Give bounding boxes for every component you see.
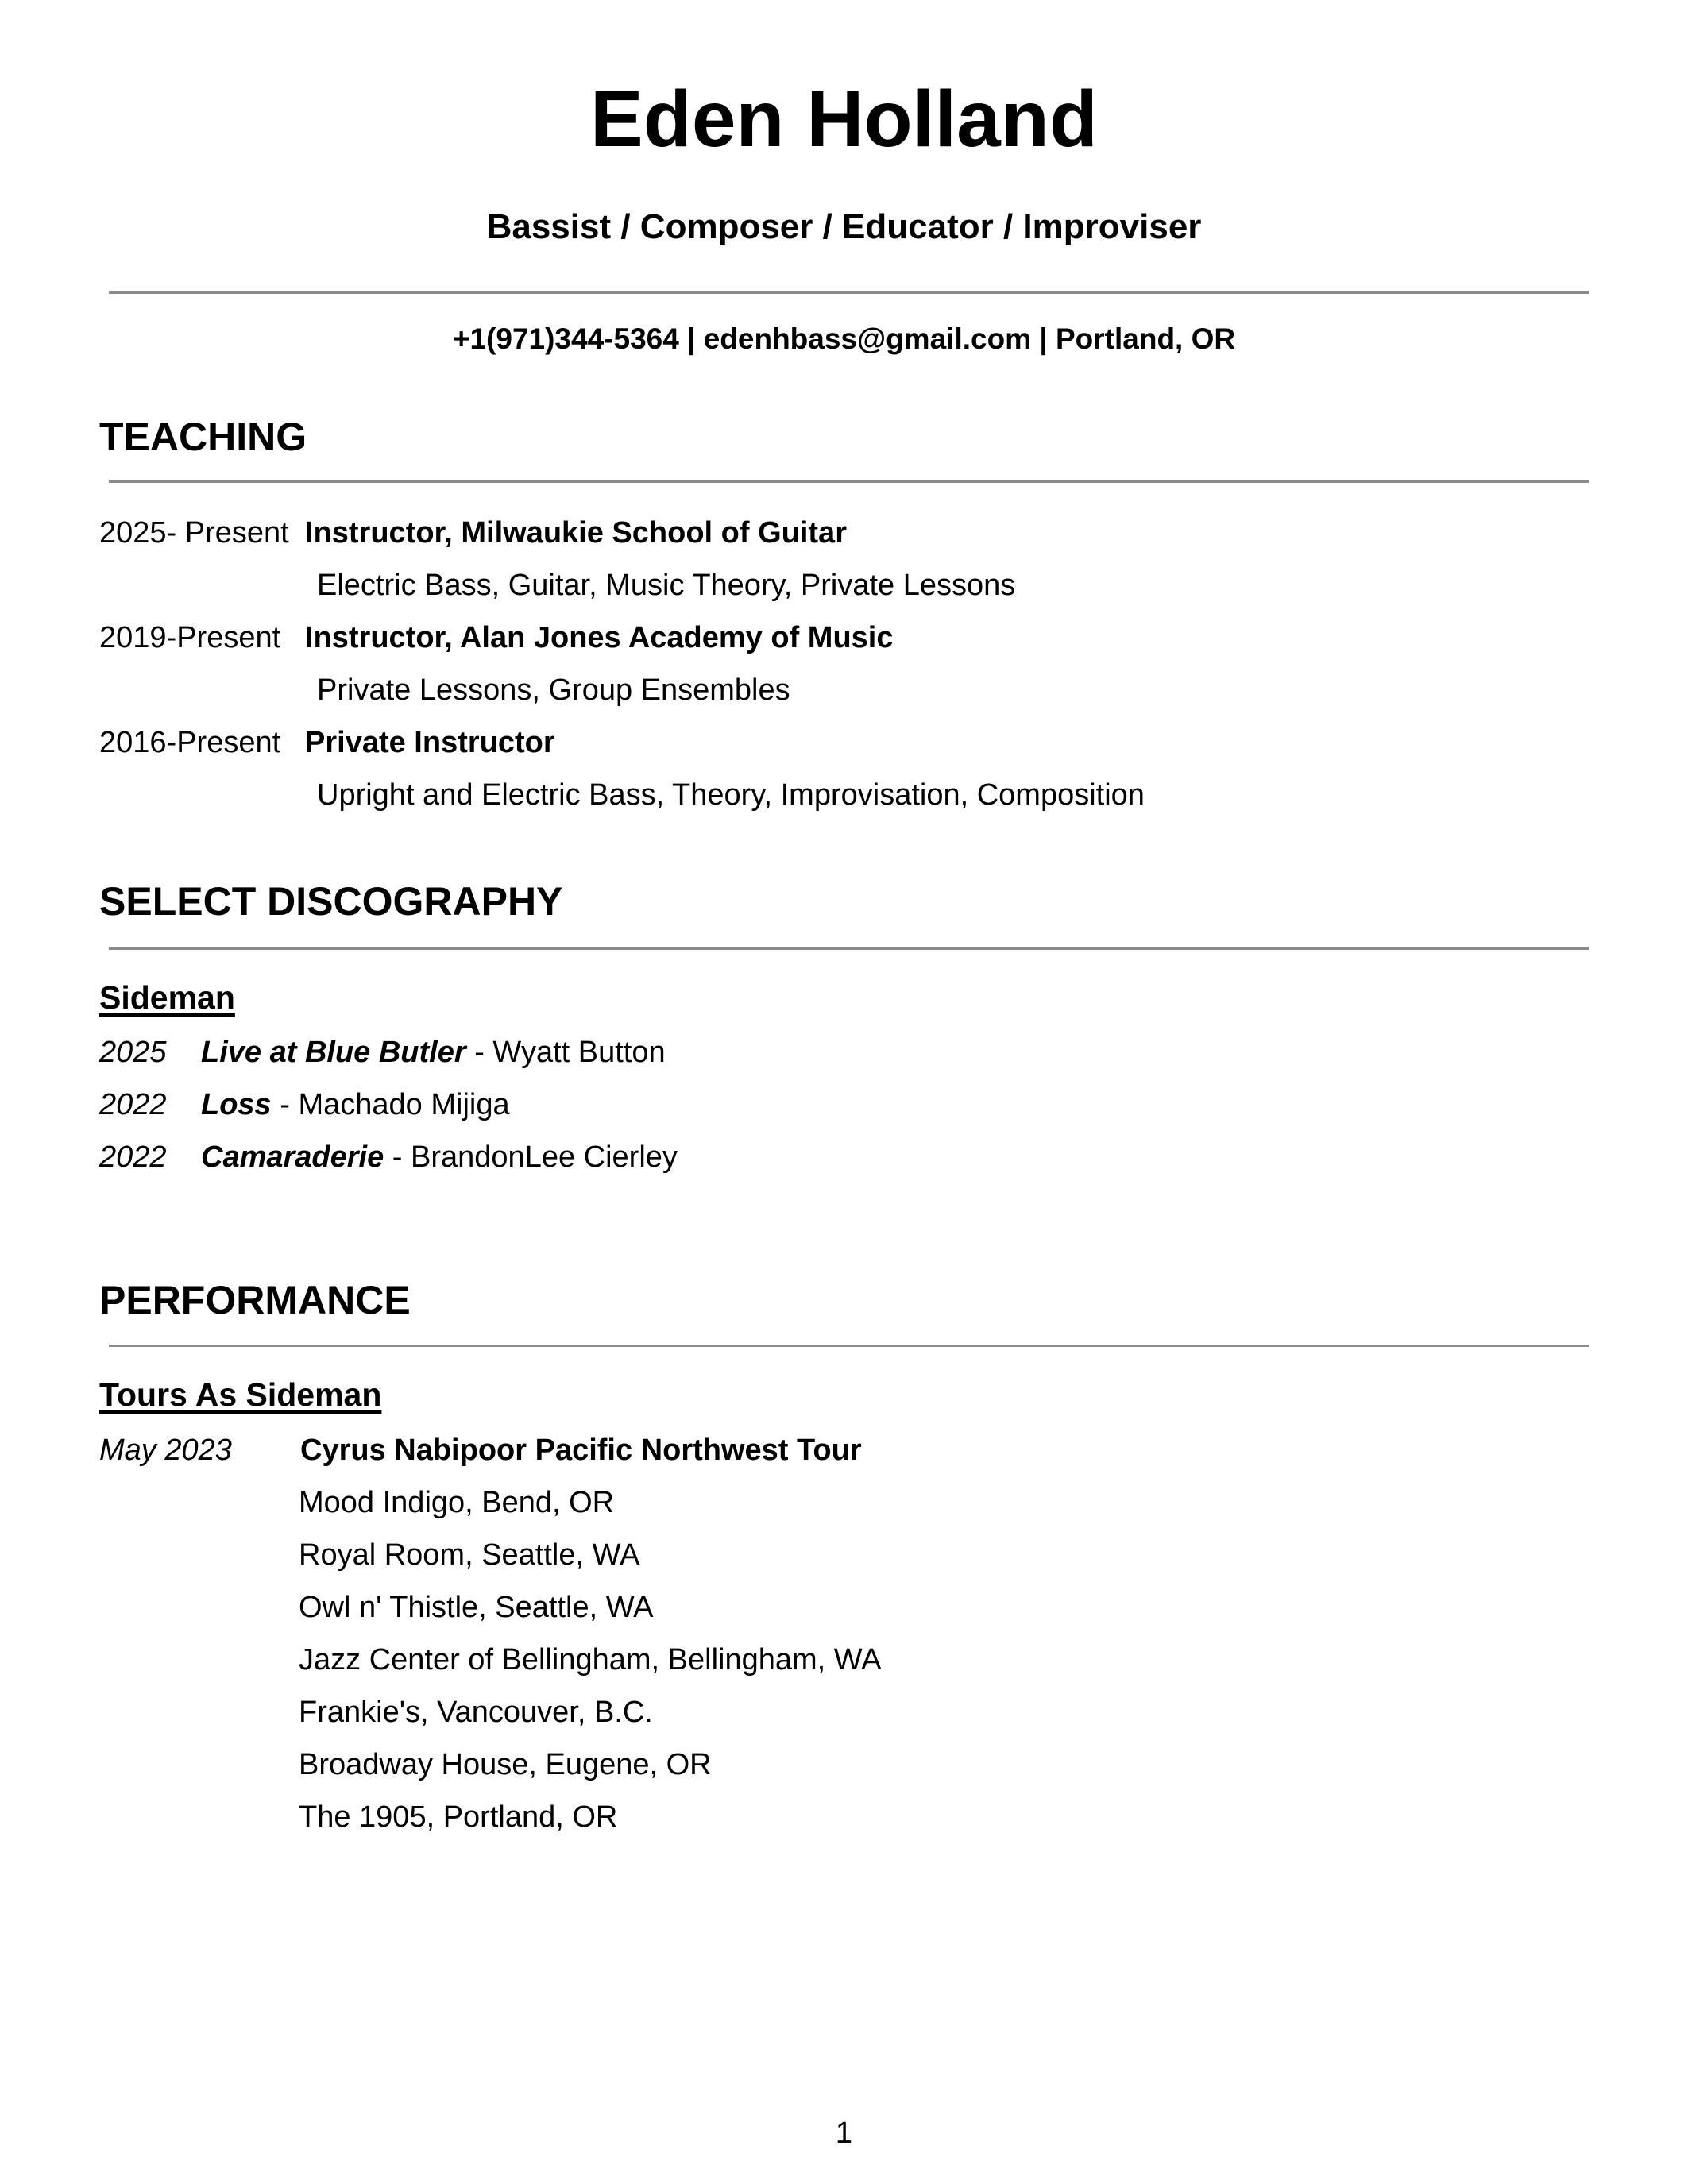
header-divider: [109, 291, 1589, 294]
teaching-details: Electric Bass, Guitar, Music Theory, Private Lessons: [317, 569, 1016, 602]
discography-item: [201, 1037, 666, 1067]
tour-title: Cyrus Nabipoor Pacific Northwest Tour: [300, 1433, 862, 1467]
album-year: 2025: [99, 1036, 167, 1069]
teaching-details: Private Lessons, Group Ensembles: [317, 673, 790, 707]
tour-venue: Broadway House, Eugene, OR: [299, 1748, 712, 1781]
page-number: 1: [835, 2116, 853, 2150]
album-year: 2022: [99, 1088, 167, 1121]
tour-venue: The 1905, Portland, OR: [299, 1800, 618, 1834]
album-artist: - Wyatt Button: [465, 1036, 666, 1069]
album-year: 2022: [99, 1140, 167, 1174]
contact-line: +1(971)344-5364 | edenhbass@gmail.com | Portland, OR: [452, 322, 1236, 355]
album-artist: - BrandonLee Cierley: [384, 1140, 678, 1174]
tours-subheading: Tours As Sideman: [99, 1376, 382, 1413]
tour-venue: Frankie's, Vancouver, B.C.: [299, 1696, 653, 1729]
discography-item: [201, 1090, 510, 1120]
album-title: Live at Blue Butler: [201, 1036, 466, 1069]
tour-venue: Jazz Center of Bellingham, Bellingham, WA: [299, 1643, 882, 1677]
teaching-dates: 2019-Present: [99, 621, 281, 654]
teaching-title: Instructor, Alan Jones Academy of Music: [305, 621, 894, 654]
album-title: Camaraderie: [201, 1140, 384, 1174]
discography-divider: [109, 947, 1589, 950]
teaching-dates: 2025- Present: [99, 516, 289, 550]
performance-heading: PERFORMANCE: [99, 1278, 411, 1322]
tour-venue: Mood Indigo, Bend, OR: [299, 1486, 615, 1519]
album-title: Loss: [201, 1088, 272, 1121]
tour-venue: Royal Room, Seattle, WA: [299, 1538, 640, 1572]
teaching-dates: 2016-Present: [99, 726, 281, 759]
resume-subtitle: Bassist / Composer / Educator / Improviser: [486, 207, 1202, 246]
performance-divider: [109, 1345, 1589, 1347]
resume-name: Eden Holland: [590, 75, 1098, 164]
teaching-title: Instructor, Milwaukie School of Guitar: [305, 516, 847, 550]
tour-venue: Owl n' Thistle, Seattle, WA: [299, 1591, 654, 1624]
teaching-title: Private Instructor: [305, 726, 555, 759]
discography-heading: SELECT DISCOGRAPHY: [99, 879, 563, 924]
album-artist: - Machado Mijiga: [271, 1088, 510, 1121]
teaching-details: Upright and Electric Bass, Theory, Improvisation, Composition: [317, 778, 1145, 812]
teaching-divider: [109, 480, 1589, 483]
sideman-subheading: Sideman: [99, 979, 235, 1016]
tour-date: May 2023: [99, 1433, 232, 1467]
teaching-heading: TEACHING: [99, 415, 307, 459]
discography-item: [201, 1142, 678, 1172]
